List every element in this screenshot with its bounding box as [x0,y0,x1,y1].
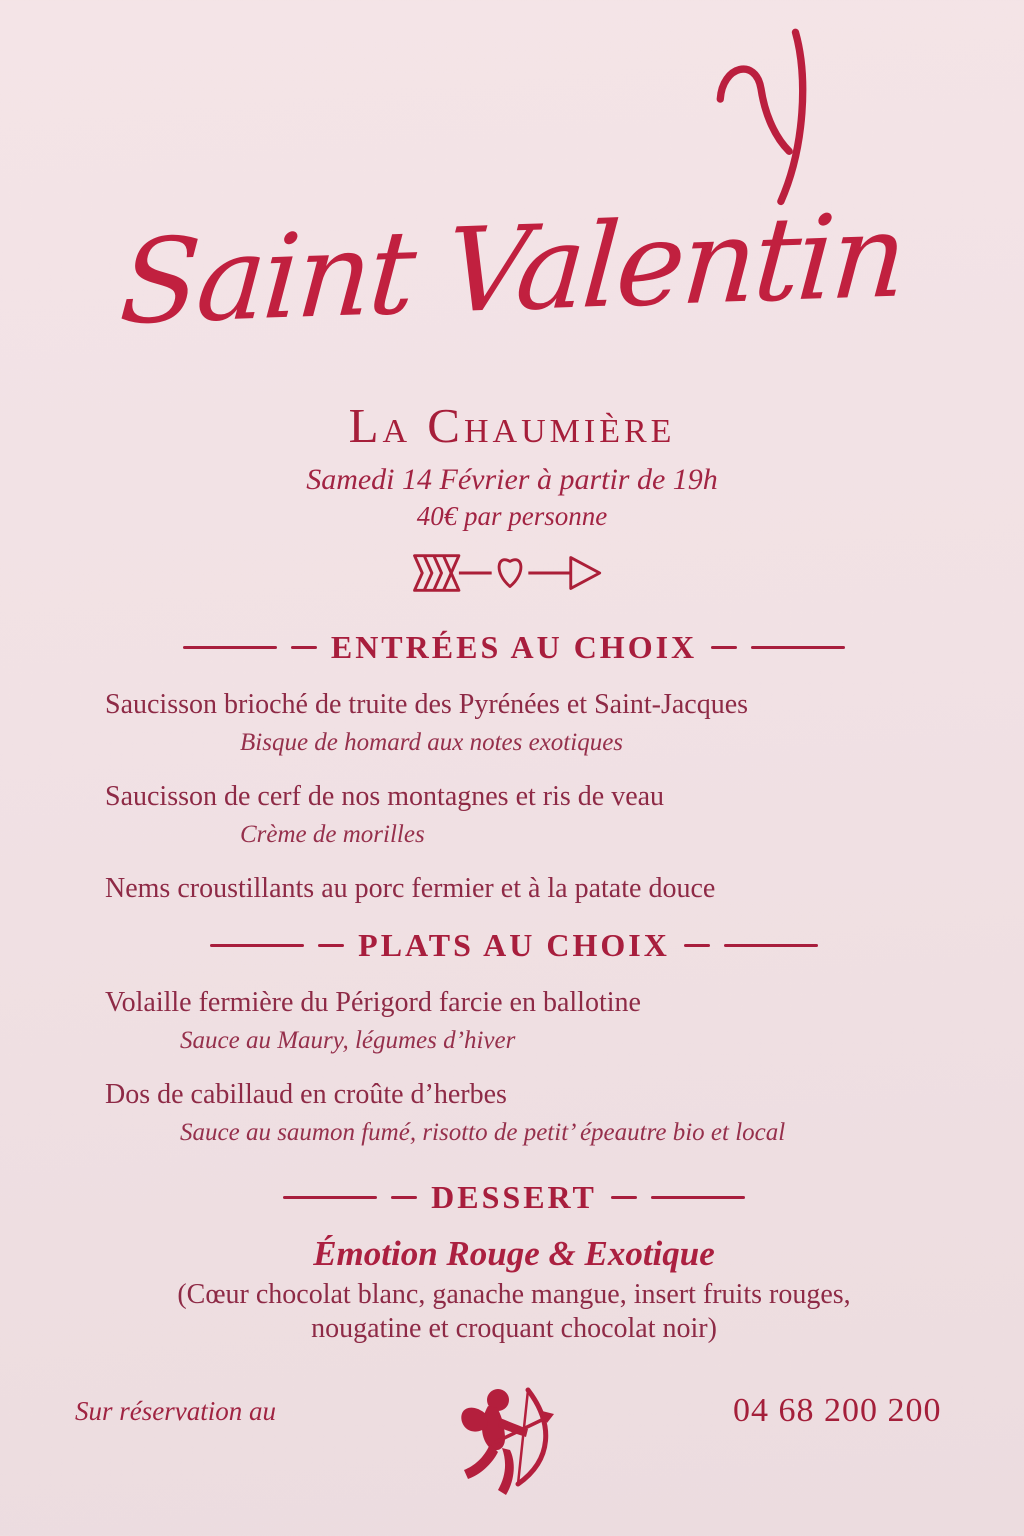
dessert-description-line: (Cœur chocolat blanc, ganache mangue, insert fruits rouges, [177,1279,851,1310]
section-title-plats: PLATS AU CHOIX [358,927,670,963]
reservation-note: Sur réservation au [75,1396,276,1426]
section-title-entrees: ENTRÉES AU CHOIX [330,629,698,665]
divider-line [684,944,710,947]
divider-line [318,944,344,947]
menu-body [105,628,923,1346]
hand-drawn-heart-icon [702,26,820,214]
divider-line [283,1196,377,1199]
section-header-dessert [105,1178,923,1216]
script-title: Saint Valentin [115,188,909,351]
section-header-plats [105,926,923,964]
divider-line [183,646,277,649]
cupid-icon [452,1380,564,1506]
menu-item-detail: Sauce au Maury, légumes d’hiver [180,1027,516,1054]
menu-item-name: Nems croustillants au porc fermier et à la patate douce [105,873,716,904]
phone-number: 04 68 200 200 [733,1392,942,1429]
menu-item-name: Saucisson de cerf de nos montagnes et ris de veau [105,781,665,812]
divider-line [751,646,845,649]
cupid-arrow-with-heart-icon [407,546,613,600]
menu-item-name: Volaille fermière du Périgord farcie en ballotine [105,987,641,1018]
divider-line [291,646,317,649]
menu-item-name: Dos de cabillaud en croûte d’herbes [105,1079,507,1110]
price-per-person: 40€ par personne [416,501,608,532]
menu-item-detail: Bisque de homard aux notes exotiques [240,729,624,756]
section-header-entrees [105,628,923,666]
dessert-name: Émotion Rouge & Exotique [313,1234,715,1273]
divider-line [210,944,304,947]
divider-line [724,944,818,947]
event-date: Samedi 14 Février à partir de 19h [306,463,718,497]
dessert-block [105,1234,923,1346]
divider-line [711,646,737,649]
section-title-dessert: DESSERT [431,1179,597,1215]
divider-line [651,1196,745,1199]
menu-item-name: Saucisson brioché de truite des Pyrénées et Saint-Jacques [105,689,749,720]
restaurant-name: La Chaumière [348,398,676,453]
divider-line [391,1196,417,1199]
menu-item-detail: Sauce au saumon fumé, risotto de petit’ épeautre bio et local [180,1119,786,1146]
menu-item-detail: Crème de morilles [240,821,425,848]
dessert-description-line: nougatine et croquant chocolat noir) [311,1313,717,1344]
intro-block [0,400,1024,532]
divider-line [611,1196,637,1199]
